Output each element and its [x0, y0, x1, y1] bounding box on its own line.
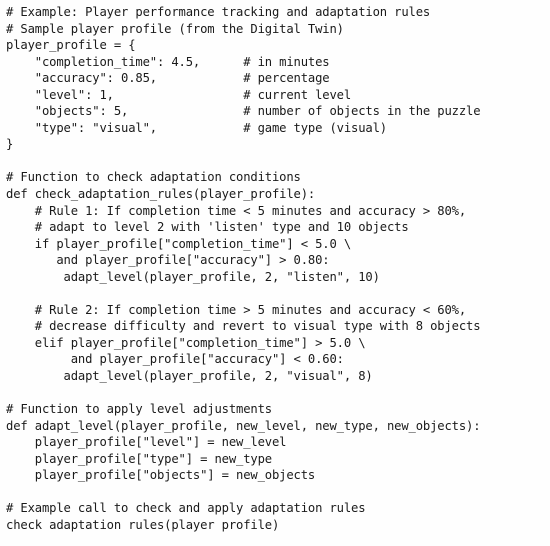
- code-line: }: [6, 137, 14, 152]
- code-line: # Sample player profile (from the Digital Twin): [6, 21, 344, 36]
- code-line: # Example call to check and apply adaptation rules: [6, 501, 366, 516]
- code-line: [6, 285, 550, 302]
- code-line: # adapt to level 2 with 'listen' type and 10 objects: [6, 220, 409, 235]
- code-line: player_profile["level"] = new_level: [6, 435, 287, 450]
- code-line: "accuracy": 0.85, # percentage: [6, 71, 330, 86]
- code-line: "objects": 5, # number of objects in the puzzle: [6, 104, 481, 119]
- code-line: def adapt_level(player_profile, new_level, new_type, new_objects):: [6, 418, 481, 433]
- code-line: adapt_level(player_profile, 2, "visual", 8): [6, 369, 373, 384]
- code-line: def check_adaptation_rules(player_profile):: [6, 187, 316, 202]
- code-line: [6, 153, 550, 170]
- code-line: # decrease difficulty and revert to visual type with 8 objects: [6, 319, 481, 334]
- code-line: player_profile = {: [6, 38, 136, 53]
- code-line: [6, 484, 550, 501]
- code-line: player_profile["objects"] = new_objects: [6, 468, 316, 483]
- code-line: and player_profile["accuracy"] > 0.80:: [6, 253, 330, 268]
- code-line: player_profile["type"] = new_type: [6, 451, 272, 466]
- code-line: # Example: Player performance tracking and adaptation rules: [6, 5, 431, 19]
- code-line: "level": 1, # current level: [6, 87, 351, 102]
- code-line: # Function to apply level adjustments: [6, 402, 272, 417]
- code-line: if player_profile["completion_time"] < 5.0 \: [6, 236, 351, 251]
- code-line: # Rule 2: If completion time > 5 minutes and accuracy < 60%,: [6, 302, 466, 317]
- code-line: check adaptation rules(player profile): [6, 517, 280, 532]
- code-line: and player_profile["accuracy"] < 0.60:: [6, 352, 344, 367]
- code-line: [6, 385, 550, 402]
- code-line: "completion_time": 4.5, # in minutes: [6, 54, 330, 69]
- code-line: adapt_level(player_profile, 2, "listen", 10): [6, 269, 380, 284]
- code-line: elif player_profile["completion_time"] > 5.0 \: [6, 335, 366, 350]
- code-line: # Rule 1: If completion time < 5 minutes and accuracy > 80%,: [6, 203, 466, 218]
- code-line: # Function to check adaptation conditions: [6, 170, 301, 185]
- code-line: "type": "visual", # game type (visual): [6, 120, 387, 135]
